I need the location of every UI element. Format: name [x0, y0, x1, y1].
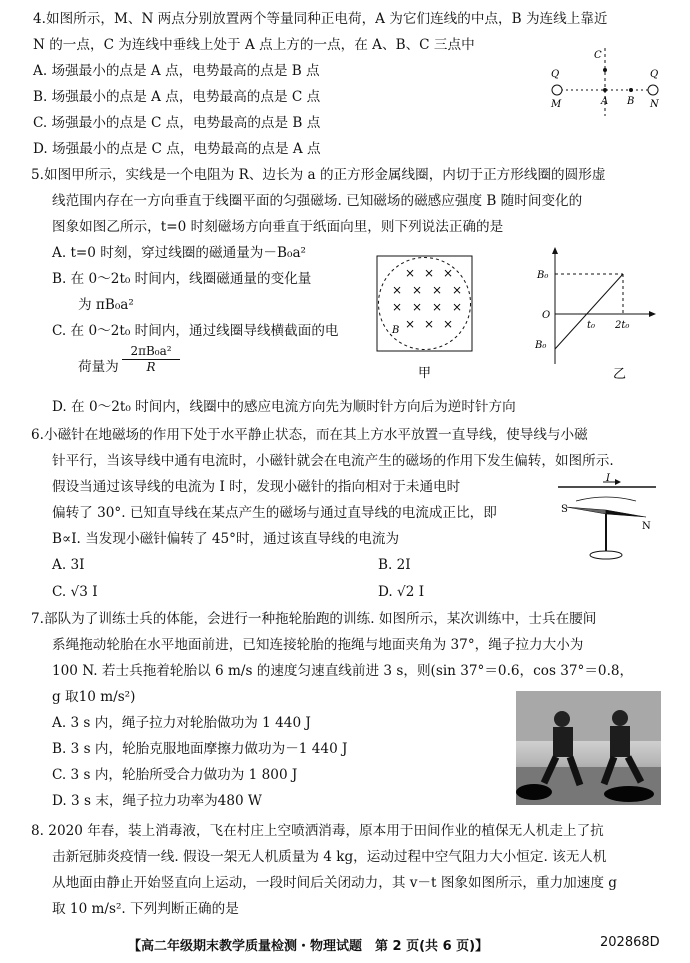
- q4-option-c: C. 场强最小的点是 C 点，电势最高的点是 B 点: [33, 115, 321, 131]
- photo-illustration: [516, 691, 661, 805]
- charge-n: [648, 85, 658, 95]
- label-left-q: Q: [551, 69, 560, 80]
- origin-label: O: [542, 310, 551, 321]
- needle-north: [606, 510, 646, 517]
- q5-option-b-line-2: 为 πB₀a²: [78, 297, 134, 313]
- svg-text:×: ×: [443, 266, 454, 280]
- q5-option-b-line-1: B. 在 0～2t₀ 时间内，线圈磁通量的变化量: [52, 271, 312, 287]
- svg-text:×: ×: [443, 317, 454, 331]
- q4-option-a: A. 场强最小的点是 A 点，电势最高的点是 B 点: [33, 63, 320, 79]
- footer-code: 202868D: [600, 935, 660, 950]
- q6-option-b: B. 2I: [378, 557, 411, 573]
- q5-stem-line-1: 5.如图甲所示，实线是一个电阻为 R、边长为 a 的正方形金属线圈，内切于正方形线圈的圆形虚: [31, 167, 606, 183]
- q7-stem-line-3: 100 N. 若士兵拖着轮胎以 6 m/s 的速度匀速直线前进 3 s，则(sin 37°＝0.6，cos 37°＝0.8，: [52, 663, 634, 679]
- fraction-denominator: R: [146, 360, 156, 374]
- q6-option-d: D. √2 I: [378, 584, 425, 600]
- label-n: N: [650, 99, 659, 110]
- svg-text:×: ×: [432, 300, 443, 314]
- q6-stem-line-3: 假设当通过该导线的电流为 I 时，发现小磁针的指向相对于未通电时: [52, 479, 461, 495]
- q5-option-c-prefix: 荷量为: [78, 359, 119, 375]
- footer-title: 【高二年级期末教学质量检测・物理试题 第 2 页(共 6 页)】: [128, 939, 489, 954]
- field-b-label: B: [392, 325, 400, 336]
- q6-option-a: A. 3I: [52, 557, 85, 573]
- b-axis-arrow: [552, 247, 558, 254]
- current-label: I: [606, 473, 610, 484]
- q5-stem-line-3: 图象如图乙所示，t=0 时刻磁场方向垂直于纸面向里，则下列说法正确的是: [52, 219, 504, 235]
- svg-text:×: ×: [405, 266, 416, 280]
- q7-stem-line-4: g 取10 m/s²): [52, 689, 136, 705]
- label-m: M: [551, 99, 562, 110]
- q5-figure-jia: [374, 251, 496, 390]
- svg-text:×: ×: [405, 317, 416, 331]
- q4-option-b: B. 场强最小的点是 A 点，电势最高的点是 C 点: [33, 89, 321, 105]
- q6-compass-figure: [548, 473, 668, 573]
- q5-stem-line-2: 线范围内存在一方向垂直于线圈平面的匀强磁场. 已知磁场的磁感应强度 B 随时间变化的: [52, 193, 583, 209]
- q6-stem-line-1: 6.小磁针在地磁场的作用下处于水平静止状态，而在其上方水平放置一直导线，使导线与小磁: [31, 427, 588, 443]
- fraction-numerator: 2πB₀a²: [122, 344, 180, 360]
- q8-stem-line-2: 击新冠肺炎疫情一线. 假设一架无人机质量为 4 kg，运动过程中空气阻力大小恒定. 该无人机: [52, 849, 607, 865]
- q6-stem-line-2: 针平行，当该导线中通有电流时，小磁针就会在电流产生的磁场的作用下发生偏转，如图所示.: [52, 453, 614, 469]
- needle-n-label: N: [642, 521, 651, 532]
- figure-yi-label: 乙: [613, 367, 627, 382]
- q4-stem-line-1: 4.如图所示，M、N 两点分别放置两个等量同种正电荷，A 为它们连线的中点，B 为连线上靠近: [33, 11, 608, 27]
- figure-jia-label: 甲: [418, 366, 432, 381]
- point-c: [603, 68, 607, 72]
- page-footer: [0, 935, 690, 957]
- neg-b0-label: B₀: [535, 340, 547, 351]
- svg-text:×: ×: [424, 317, 435, 331]
- svg-text:×: ×: [412, 300, 423, 314]
- q6-option-c: C. √3 I: [52, 584, 98, 600]
- label-c: C: [594, 50, 602, 61]
- svg-text:×: ×: [432, 283, 443, 297]
- current-arrowhead: [615, 479, 621, 485]
- q8-stem-line-1: 8. 2020 年春，装上消毒液，飞在村庄上空喷洒消毒，原本用于田间作业的植保无人机走上了抗: [31, 823, 604, 839]
- svg-text:×: ×: [452, 300, 463, 314]
- point-b: [629, 88, 633, 92]
- q4-charges-figure: [543, 40, 668, 120]
- needle-s-label: S: [561, 504, 568, 515]
- svg-text:×: ×: [424, 266, 435, 280]
- q6-stem-line-5: B∝I. 当发现小磁针偏转了 45°时，通过该直导线的电流为: [52, 531, 400, 547]
- q7-option-b: B. 3 s 内，轮胎克服地面摩擦力做功为－1 440 J: [52, 741, 348, 757]
- t-axis-arrow: [649, 311, 656, 317]
- q5-option-c-line-1: C. 在 0～2t₀ 时间内，通过线圈导线横截面的电: [52, 323, 339, 339]
- q4-stem-line-2: N 的一点，C 为连线中垂线上处于 A 点上方的一点，在 A、B、C 三点中: [33, 37, 475, 53]
- q5-charge-fraction: [122, 344, 180, 375]
- q8-stem-line-3: 从地面由静止开始竖直向上运动，一段时间后关闭动力，其 v－t 图象如图所示，重力加速度 g: [52, 875, 617, 891]
- field-crosses: [392, 266, 462, 331]
- q7-option-c: C. 3 s 内，轮胎所受合力做功为 1 800 J: [52, 767, 298, 783]
- q7-option-a: A. 3 s 内，绳子拉力对轮胎做功为 1 440 J: [52, 715, 311, 731]
- q5-option-a: A. t=0 时刻，穿过线圈的磁通量为－B₀a²: [52, 245, 306, 261]
- q5-option-d: D. 在 0～2t₀ 时间内，线圈中的感应电流方向先为顺时针方向后为逆时针方向: [52, 399, 516, 415]
- two-t0-label: 2t₀: [615, 320, 630, 331]
- q6-stem-line-4: 偏转了 30°. 已知直导线在某点产生的磁场与通过直导线的电流成正比，即: [52, 505, 497, 521]
- deflection-arc: [576, 497, 636, 501]
- q7-option-d: D. 3 s 末，绳子拉力功率为480 W: [52, 793, 262, 809]
- svg-text:×: ×: [452, 283, 463, 297]
- label-right-q: Q: [650, 69, 659, 80]
- t0-label: t₀: [587, 320, 596, 331]
- point-a: [603, 88, 607, 92]
- q4-option-d: D. 场强最小的点是 C 点，电势最高的点是 A 点: [33, 141, 321, 157]
- b-t-line: [555, 274, 623, 349]
- needle-south: [566, 507, 606, 514]
- svg-text:×: ×: [392, 283, 403, 297]
- b0-label: B₀: [537, 270, 549, 281]
- q5-figure-yi-graph: [535, 244, 670, 390]
- q7-stem-line-2: 系绳拖动轮胎在水平地面前进，已知连接轮胎的拖绳与地面夹角为 37°，绳子拉力大小为: [52, 637, 584, 653]
- label-b: B: [627, 96, 635, 107]
- charge-m: [552, 85, 562, 95]
- svg-text:×: ×: [412, 283, 423, 297]
- q8-stem-line-4: 取 10 m/s². 下列判断正确的是: [52, 901, 239, 917]
- svg-text:×: ×: [392, 300, 403, 314]
- q7-stem-line-1: 7.部队为了训练士兵的体能，会进行一种拖轮胎跑的训练. 如图所示，某次训练中，士兵在腰间: [31, 611, 597, 627]
- label-a: A: [601, 96, 609, 107]
- tire-drag-training-photo: [516, 691, 661, 805]
- stand-base: [590, 551, 622, 559]
